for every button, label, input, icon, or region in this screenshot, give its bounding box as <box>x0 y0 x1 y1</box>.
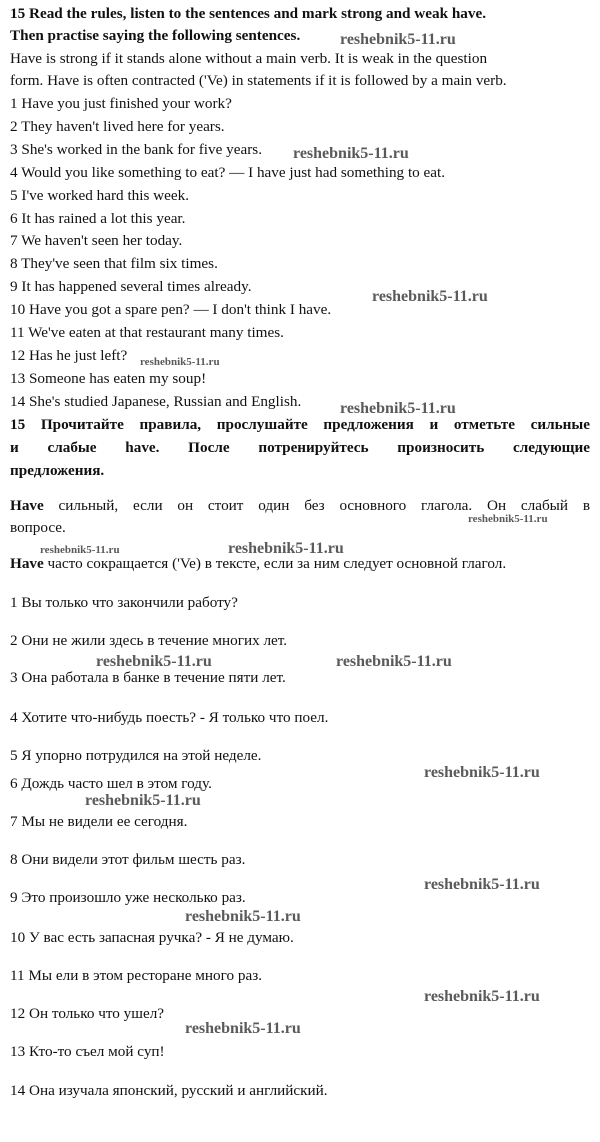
sentence-en-2: 2 They haven't lived here for years. <box>10 118 225 135</box>
watermark-text: reshebnik5-11.ru <box>340 400 456 417</box>
watermark-text: reshebnik5-11.ru <box>468 513 548 525</box>
exercise-title-ru-line3: предложения. <box>10 462 105 479</box>
watermark-text: reshebnik5-11.ru <box>185 908 301 925</box>
sentence-ru-1: 1 Вы только что закончили работу? <box>10 594 238 611</box>
sentence-ru-4: 4 Хотите что-нибудь поесть? - Я только что поел. <box>10 709 329 726</box>
sentence-ru-5: 5 Я упорно потрудился на этой неделе. <box>10 747 262 764</box>
watermark-text: reshebnik5-11.ru <box>336 653 452 670</box>
watermark-text: reshebnik5-11.ru <box>293 145 409 162</box>
exercise-title-en-line1: 15 Read the rules, listen to the sentences and mark strong and weak have. <box>10 5 487 22</box>
sentence-en-3: 3 She's worked in the bank for five years. <box>10 141 262 158</box>
sentence-en-6: 6 It has rained a lot this year. <box>10 210 186 227</box>
watermark-text: reshebnik5-11.ru <box>140 356 220 368</box>
rule-ru-2-text: часто сокращается ('Ve) в тексте, если за ним следует основной глагол. <box>43 555 507 572</box>
exercise-title-en-line2: Then practise saying the following sentences. <box>10 27 301 44</box>
sentence-en-7: 7 We haven't seen her today. <box>10 232 183 249</box>
sentence-en-13: 13 Someone has eaten my soup! <box>10 370 207 387</box>
sentence-ru-12: 12 Он только что ушел? <box>10 1005 165 1022</box>
watermark-text: reshebnik5-11.ru <box>340 31 456 48</box>
sentence-en-5: 5 I've worked hard this week. <box>10 187 190 204</box>
rule-ru-1-keyword: Have <box>10 497 44 514</box>
sentence-en-12: 12 Has he just left? <box>10 347 128 364</box>
watermark-text: reshebnik5-11.ru <box>424 876 540 893</box>
sentence-en-4: 4 Would you like something to eat? — I have just had something to eat. <box>10 164 446 181</box>
sentence-ru-3: 3 Она работала в банке в течение пяти лет. <box>10 669 286 686</box>
watermark-text: reshebnik5-11.ru <box>372 288 488 305</box>
rule-ru-1-text: сильный, если он стоит один без основного глагола. Он слабый в <box>43 497 590 514</box>
watermark-text: reshebnik5-11.ru <box>85 792 201 809</box>
sentence-ru-8: 8 Они видели этот фильм шесть раз. <box>10 851 246 868</box>
sentence-en-9: 9 It has happened several times already. <box>10 278 252 295</box>
sentence-en-14: 14 She's studied Japanese, Russian and English. <box>10 393 302 410</box>
sentence-ru-13: 13 Кто-то съел мой суп! <box>10 1043 165 1060</box>
sentence-en-10: 10 Have you got a spare pen? — I don't think I have. <box>10 301 332 318</box>
sentence-ru-14: 14 Она изучала японский, русский и английский. <box>10 1082 328 1099</box>
watermark-text: reshebnik5-11.ru <box>185 1020 301 1037</box>
sentence-ru-2: 2 Они не жили здесь в течение многих лет. <box>10 632 288 649</box>
sentence-en-8: 8 They've seen that film six times. <box>10 255 218 272</box>
sentence-ru-11: 11 Мы ели в этом ресторане много раз. <box>10 967 262 984</box>
watermark-text: reshebnik5-11.ru <box>424 764 540 781</box>
rule-en-line2: form. Have is often contracted ('Ve) in statements if it is followed by a main verb. <box>10 72 507 89</box>
sentence-ru-6: 6 Дождь часто шел в этом году. <box>10 775 212 792</box>
exercise-title-ru-line2: и слабые have. После потренируйтесь произносить следующие <box>10 439 590 456</box>
watermark-text: reshebnik5-11.ru <box>40 544 120 556</box>
rule-ru-2 <box>10 555 506 573</box>
exercise-title-ru-line1: 15 Прочитайте правила, прослушайте предложения и отметьте сильные <box>10 416 590 433</box>
sentence-ru-9: 9 Это произошло уже несколько раз. <box>10 889 246 906</box>
rule-ru-2-keyword: Have <box>10 555 44 572</box>
rule-ru-1-line2: вопросе. <box>10 519 66 536</box>
rule-en-line1: Have is strong if it stands alone without a main verb. It is weak in the question <box>10 50 488 67</box>
sentence-ru-7: 7 Мы не видели ее сегодня. <box>10 813 188 830</box>
watermark-text: reshebnik5-11.ru <box>228 540 344 557</box>
sentence-ru-10: 10 У вас есть запасная ручка? - Я не думаю. <box>10 929 294 946</box>
sentence-en-1: 1 Have you just finished your work? <box>10 95 232 112</box>
sentence-en-11: 11 We've eaten at that restaurant many times. <box>10 324 284 341</box>
watermark-text: reshebnik5-11.ru <box>424 988 540 1005</box>
watermark-text: reshebnik5-11.ru <box>96 653 212 670</box>
